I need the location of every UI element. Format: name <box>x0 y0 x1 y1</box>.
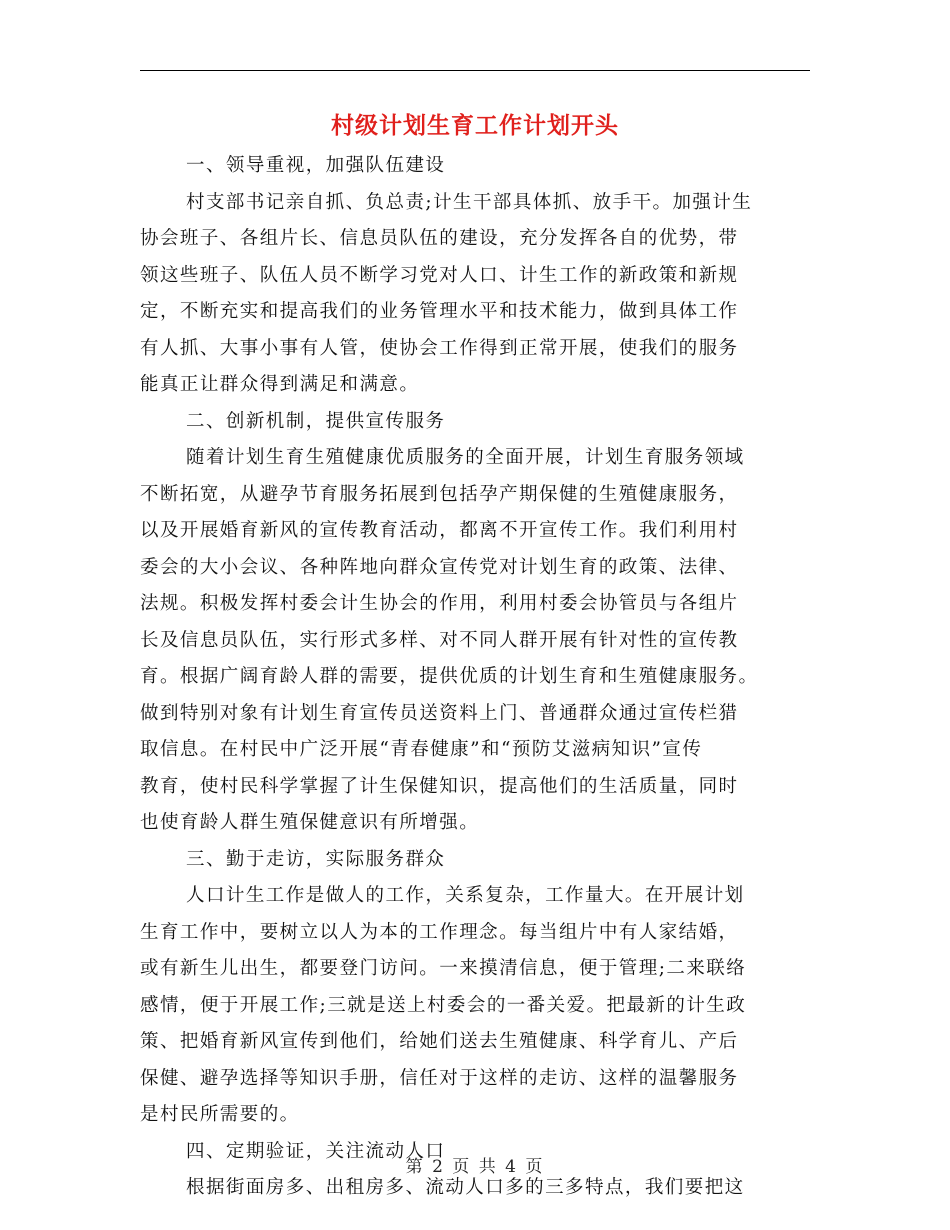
paragraph-line: 定，不断充实和提高我们的业务管理水平和技术能力，做到具体工作 <box>140 301 739 322</box>
paragraph-line: 协会班子、各组片长、信息员队伍的建设，充分发挥各自的优势，带 <box>140 228 739 249</box>
paragraph-line: 育。根据广阔育龄人群的需要，提供优质的计划生育和生殖健康服务。 <box>140 666 759 687</box>
section-heading-3: 三、勤于走访，实际服务群众 <box>186 848 446 870</box>
paragraph-line: 村支部书记亲自抓、负总责;计生干部具体抓、放手干。加强计生 <box>186 191 753 213</box>
paragraph-line: 教育，使村民科学掌握了计生保健知识，提高他们的生活质量，同时 <box>140 775 739 797</box>
paragraph-line: 以及开展婚育新风的宣传教育活动，都离不开宣传工作。我们利用村 <box>140 520 739 541</box>
paragraph-line: 感情，便于开展工作;三就是送上村委会的一番关爱。把最新的计生政 <box>140 994 747 1016</box>
document-title: 村级计划生育工作计划开头 <box>331 112 619 139</box>
section-heading-1: 一、领导重视，加强队伍建设 <box>186 155 446 176</box>
paragraph-line: 也使育龄人群生殖保健意识有所增强。 <box>140 812 480 833</box>
paragraph-line: 根据街面房多、出租房多、流动人口多的三多特点，我们要把这 <box>186 1177 745 1198</box>
paragraph-line: 法规。积极发挥村委会计生协会的作用，利用村委会协管员与各组片 <box>140 593 739 614</box>
document-body <box>140 148 806 1207</box>
paragraph-line: 做到特别对象有计划生育宣传员送资料上门、普通群众通过宣传栏猎 <box>140 702 739 724</box>
paragraph-line: 随着计划生育生殖健康优质服务的全面开展，计划生育服务领域 <box>186 447 745 468</box>
paragraph-line: 生育工作中，要树立以人为本的工作理念。每当组片中有人家结婚， <box>140 921 739 943</box>
section-heading-2: 二、创新机制，提供宣传服务 <box>186 410 446 432</box>
section-heading-4: 四、定期验证，关注流动人口 <box>186 1140 446 1162</box>
paragraph-line: 有人抓、大事小事有人管，使协会工作得到正常开展，使我们的服务 <box>140 337 739 359</box>
paragraph-line: 人口计生工作是做人的工作，关系复杂，工作量大。在开展计划 <box>186 885 745 906</box>
paragraph-line: 领这些班子、队伍人员不断学习党对人口、计生工作的新政策和新规 <box>140 264 739 286</box>
paragraph-line: 是村民所需要的。 <box>140 1104 300 1125</box>
paragraph-line: 能真正让群众得到满足和满意。 <box>140 374 420 395</box>
page-number-footer: 第 2 页 共 4 页 <box>405 1157 545 1177</box>
paragraph-line: 取信息。在村民中广泛开展“青春健康”和“预防艾滋病知识”宣传 <box>140 739 703 760</box>
paragraph-line: 不断拓宽，从避孕节育服务拓展到包括孕产期保健的生殖健康服务， <box>140 483 739 505</box>
header-rule <box>140 70 810 71</box>
paragraph-line: 委会的大小会议、各种阵地向群众宣传党对计划生育的政策、法律、 <box>140 556 739 578</box>
paragraph-line: 长及信息员队伍，实行形式多样、对不同人群开展有针对性的宣传教 <box>140 629 739 651</box>
paragraph-line: 或有新生儿出生，都要登门访问。一来摸清信息，便于管理;二来联络 <box>140 958 747 979</box>
paragraph-line: 策、把婚育新风宣传到他们，给她们送去生殖健康、科学育儿、产后 <box>140 1031 739 1052</box>
paragraph-line: 保健、避孕选择等知识手册，信任对于这样的走访、这样的温馨服务 <box>140 1067 739 1089</box>
